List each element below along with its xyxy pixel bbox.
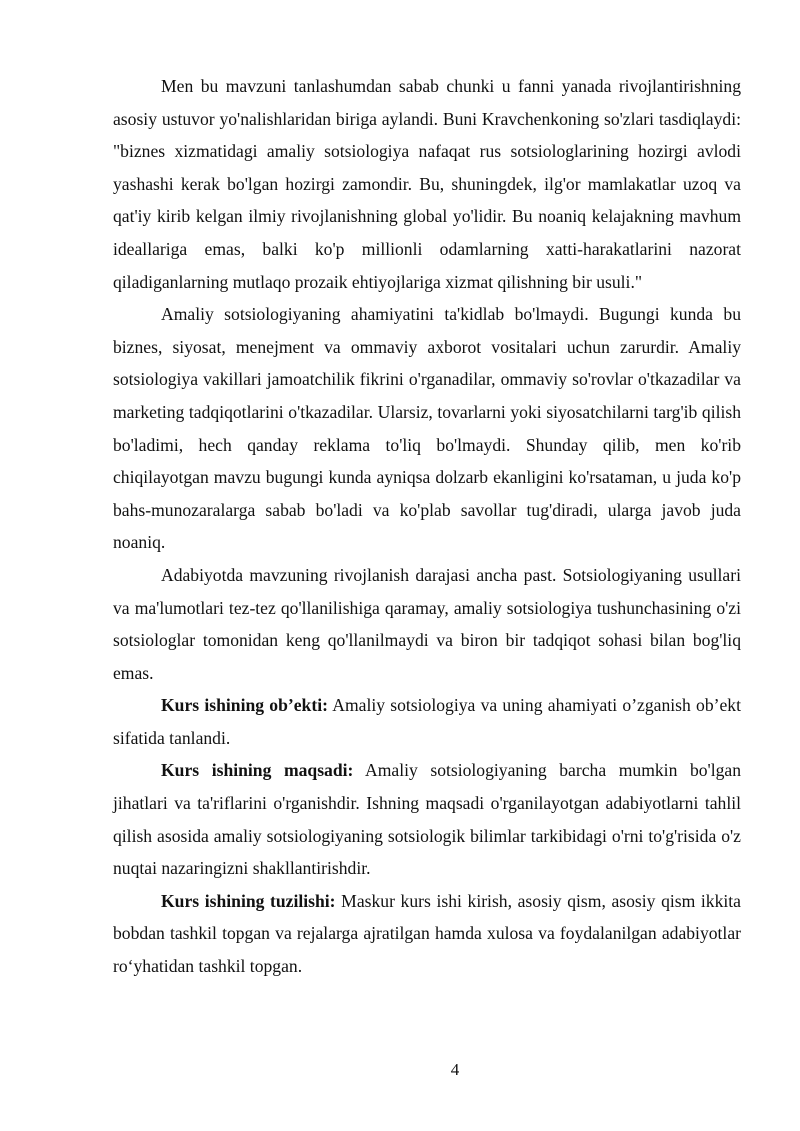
paragraph-text: Men bu mavzuni tanlashumdan sabab chunki u fanni yanada rivojlantirishning asosiy ustuvor yo'nalishlaridan biriga aylandi. Buni Kravchenkoning so'zlari tasdiqlaydi: "biznes xizmatidagi amaliy sotsiologiya nafaqat rus sotsiologlarining hozirgi avlodi yashashi kerak bo'lgan hozirgi zamondir. Bu, shuningdek, ilg'or mamlakatlar uzoq va qat'iy kirib kelgan ilmiy rivojlanishning global yo'lidir. Bu noaniq kelajakning mavhum ideallariga emas, balki ko'p millionli odamlarning xatti-harakatlarini nazorat qiladiganlarning mutlaqo prozaik ehtiyojlariga xizmat qilishning bir usuli." [113, 76, 741, 292]
paragraph-text: Amaliy sotsiologiyaning barcha mumkin bo'lgan jihatlari va ta'riflarini o'rganishdir. Ishning maqsadi o'rganilayotgan adabiyotlarni tahlil qilish asosida amaliy sotsiologiyaning sotsiologik bilimlar tarkibidagi o'rni to'g'risida o'z nuqtai nazaringizni shakllantirishdir. [113, 760, 741, 879]
paragraph-text: Amaliy sotsiologiyaning ahamiyatini ta'kidlab bo'lmaydi. Bugungi kunda bu biznes, siyosat, menejment va ommaviy axborot vositalari uchun zarurdir. Amaliy sotsiologiya vakillari jamoatchilik fikrini o'rganadilar, ommaviy so'rovlar o'tkazadilar va marketing tadqiqotlarini o'tkazadilar. Ularsiz, tovarlarni yoki siyosatchilarni targ'ib qilish bo'ladimi, hech qanday reklama to'liq bo'lmaydi. Shunday qilib, men ko'rib chiqilayotgan mavzu bugungi kunda ayniqsa dolzarb ekanligini ko'rsataman, u juda ko'p bahs-munozaralarga sabab bo'ladi va ko'plab savollar tug'diradi, ularga javob juda noaniq. [113, 304, 741, 553]
document-page [113, 70, 741, 983]
paragraph-label: Kurs ishining maqsadi: [161, 760, 354, 781]
paragraph-structure [113, 885, 741, 983]
paragraph-topic-choice [113, 70, 741, 298]
paragraph-label: Kurs ishining ob’ekti: [161, 695, 328, 716]
paragraph-literature [113, 559, 741, 689]
page-number: 4 [450, 1060, 460, 1079]
paragraph-object [113, 689, 741, 754]
paragraph-text: Maskur kurs ishi kirish, asosiy qism, asosiy qism ikkita bobdan tashkil topgan va rejalarga ajratilgan hamda xulosa va foydalanilgan adabiyotlar ro‘yhatidan tashkil topgan. [113, 890, 741, 977]
paragraph-text: Adabiyotda mavzuning rivojlanish darajasi ancha past. Sotsiologiyaning usullari va ma'lumotlari tez-tez qo'llanilishiga qaramay, amaliy sotsiologiya tushunchasining o'zi sotsiologlar tomonidan keng qo'llanilmaydi va biron bir tadqiqot sohasi bilan bog'liq emas. [113, 564, 741, 683]
paragraph-label: Kurs ishining tuzilishi: [161, 890, 336, 911]
paragraph-text: Amaliy sotsiologiya va uning ahamiyati o’zganish ob’ekt sifatida tanlandi. [113, 695, 741, 748]
paragraph-importance [113, 298, 741, 559]
paragraph-goal [113, 754, 741, 884]
